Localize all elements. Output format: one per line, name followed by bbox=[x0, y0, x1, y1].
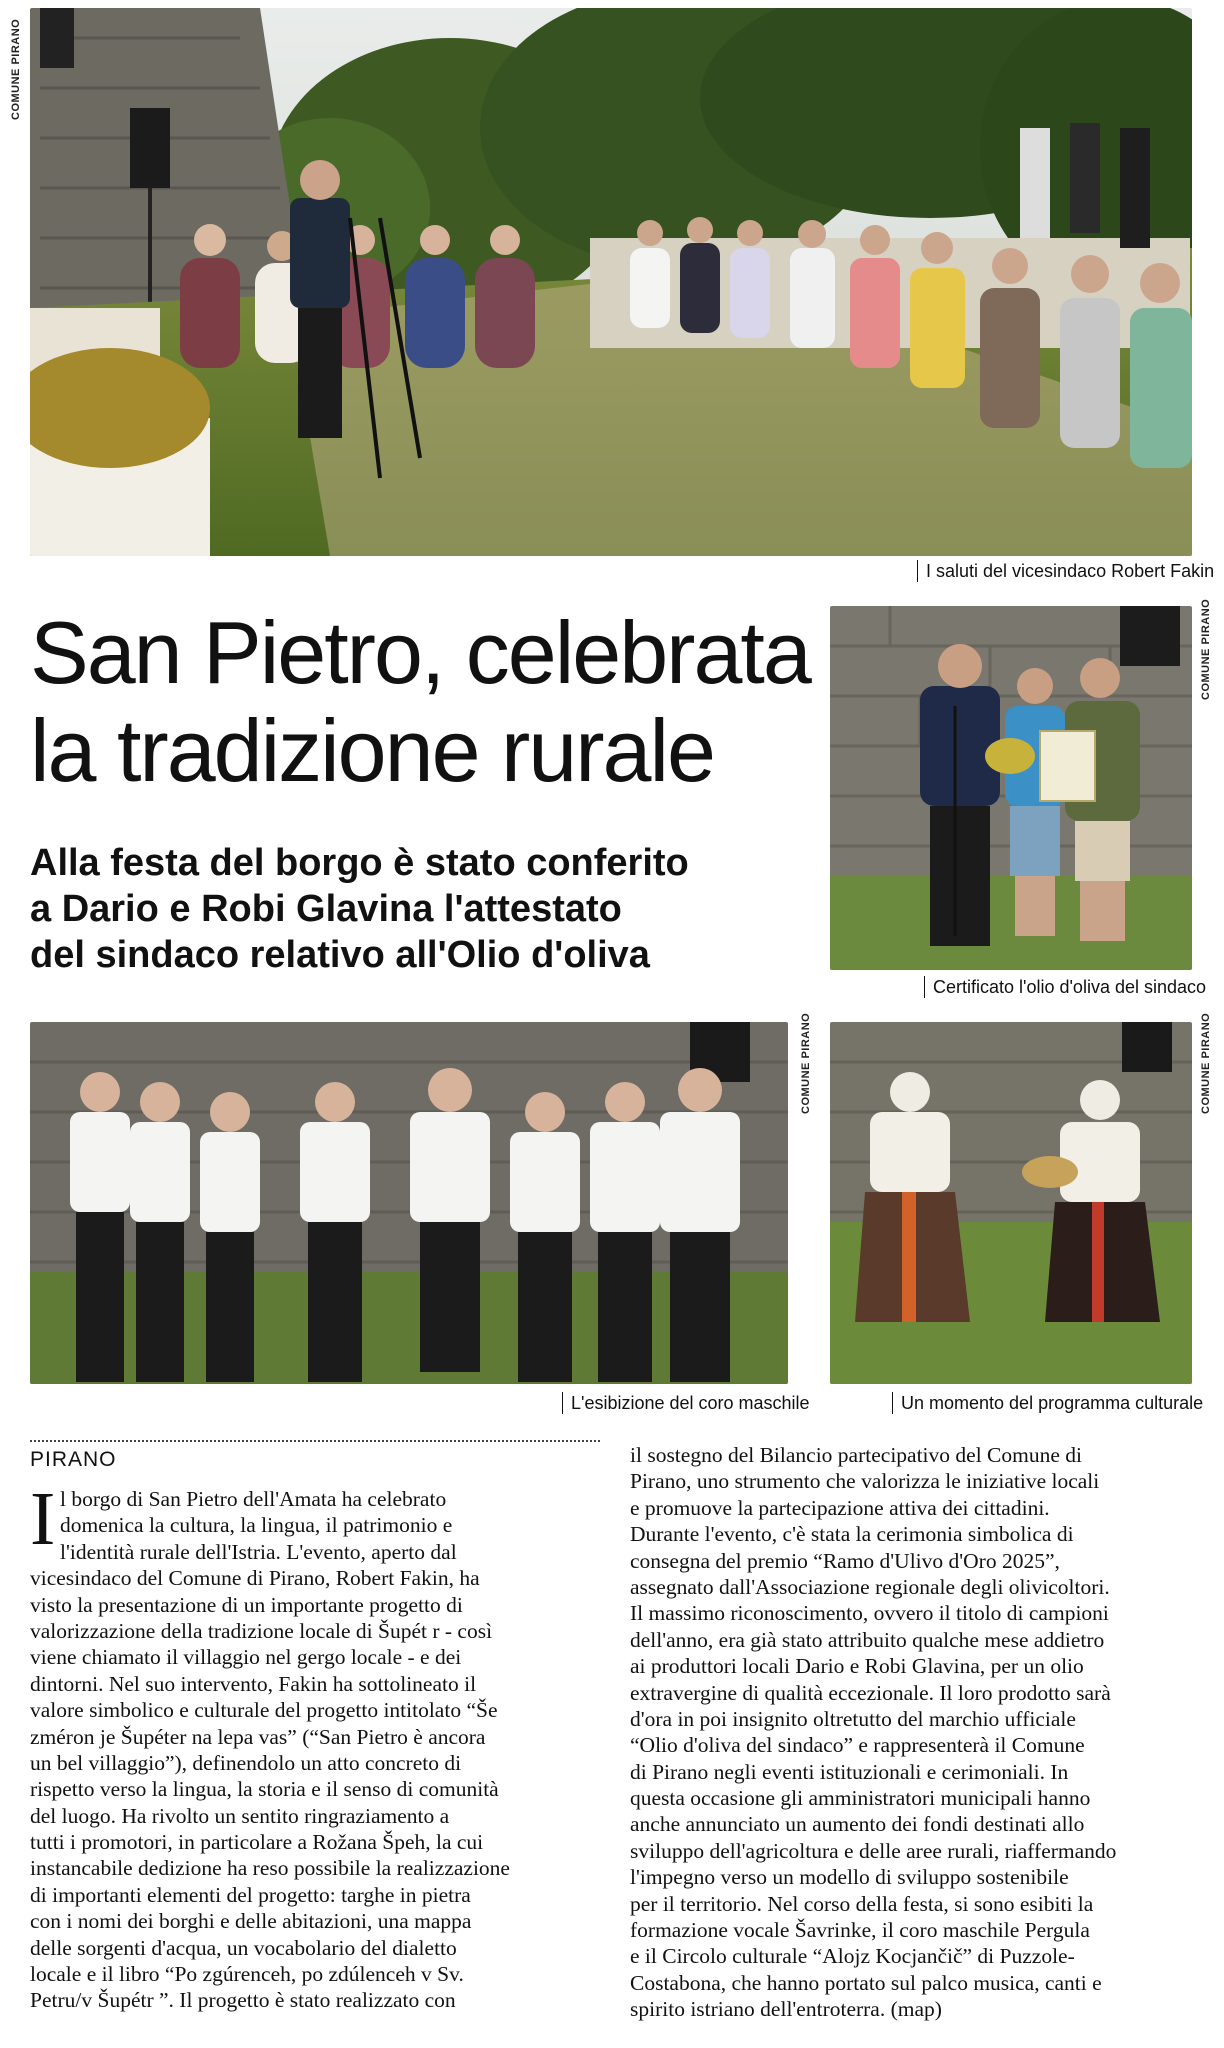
article-line: del luogo. Ha rivolto un sentito ringraziamento a bbox=[30, 1803, 450, 1828]
drop-cap: I bbox=[30, 1477, 56, 1561]
subheadline-line: del sindaco relativo all'Olio d'oliva bbox=[30, 934, 650, 976]
article-line: zméron je Šupéter na lepa vas” (“San Pietro è ancora bbox=[30, 1724, 486, 1749]
article-column-2 bbox=[630, 1442, 1196, 2023]
article-line: Pirano, uno strumento che valorizza le iniziative locali bbox=[630, 1469, 1100, 1494]
article-line: questa occasione gli amministratori municipali hanno bbox=[630, 1786, 1091, 1811]
photo-male-choir bbox=[30, 1022, 788, 1384]
article-line: sviluppo dell'agricoltura e delle aree rurali, riaffermando bbox=[630, 1838, 1117, 1863]
dateline: PIRANO bbox=[30, 1448, 117, 1471]
article-line: rispetto verso la lingua, la storia e il senso di comunità bbox=[30, 1777, 499, 1802]
photo-vicesindaco-speech bbox=[30, 8, 1192, 556]
article-line: per il territorio. Nel corso della festa, si sono esibiti la bbox=[630, 1891, 1094, 1916]
headline-line: San Pietro, celebrata bbox=[30, 603, 810, 702]
photo-credit: COMUNE PIRANO bbox=[10, 18, 22, 120]
article-column-1 bbox=[30, 1477, 610, 2014]
article-line: e il Circolo culturale “Alojz Kocjančič” di Puzzole- bbox=[630, 1944, 1075, 1969]
article-line: vicesindaco del Comune di Pirano, Robert Fakin, ha bbox=[30, 1566, 480, 1591]
article-line: viene chiamato il villaggio nel gergo locale - e dei bbox=[30, 1645, 462, 1670]
article-line: Costabona, che hanno portato sul palco musica, canti e bbox=[630, 1970, 1102, 1995]
photo-cultural-program bbox=[830, 1022, 1192, 1384]
article-line: Il massimo riconoscimento, ovvero il titolo di campioni bbox=[630, 1601, 1109, 1626]
article-line: visto la presentazione di un importante progetto di bbox=[30, 1592, 463, 1617]
article-line: dell'anno, era già stato attribuito qualche mese addietro bbox=[630, 1627, 1105, 1652]
article-line: dintorni. Nel suo intervento, Fakin ha sottolineato il bbox=[30, 1671, 477, 1696]
article-line: instancabile dedizione ha reso possibile la realizzazione bbox=[30, 1856, 510, 1881]
article-line: “Olio d'oliva del sindaco” e rappresenterà il Comune bbox=[630, 1733, 1085, 1758]
subheadline-line: Alla festa del borgo è stato conferito bbox=[30, 842, 689, 884]
article-line: extravergine di qualità eccezionale. Il loro prodotto sarà bbox=[630, 1680, 1111, 1705]
article-line: e promuove la partecipazione attiva dei cittadini. bbox=[630, 1495, 1050, 1520]
article-line: assegnato dall'Associazione regionale degli olivicoltori. bbox=[630, 1574, 1110, 1599]
article-line: Durante l'evento, c'è stata la cerimonia simbolica di bbox=[630, 1522, 1074, 1547]
article-line: anche annunciato un aumento dei fondi destinati allo bbox=[630, 1812, 1085, 1837]
article-line: l'identità rurale dell'Istria. L'evento, aperto dal bbox=[60, 1539, 457, 1564]
subheadline bbox=[30, 840, 820, 978]
photo-credit: COMUNE PIRANO bbox=[800, 1012, 812, 1114]
article-line: ai produttori locali Dario e Robi Glavina, per un olio bbox=[630, 1654, 1084, 1679]
article-line: di Pirano negli eventi istituzionali e cerimoniali. In bbox=[630, 1759, 1069, 1784]
article-line: valore simbolico e culturale del progetto intitolato “Še bbox=[30, 1698, 498, 1723]
dateline-rule bbox=[30, 1440, 600, 1442]
subheadline-line: a Dario e Robi Glavina l'attestato bbox=[30, 888, 622, 930]
article-line: il sostegno del Bilancio partecipativo del Comune di bbox=[630, 1443, 1083, 1467]
photo-caption: Certificato l'olio d'oliva del sindaco bbox=[924, 976, 1206, 998]
photo-credit: COMUNE PIRANO bbox=[1200, 1012, 1212, 1114]
article-line: tutti i promotori, in particolare a Rožana Špeh, la cui bbox=[30, 1830, 484, 1855]
article-line: locale e il libro “Po zgúrenceh, po zdúlenceh v Sv. bbox=[30, 1962, 464, 1987]
article-line: spirito istriano dell'entroterra. (map) bbox=[630, 1997, 942, 2022]
headline-line: la tradizione rurale bbox=[30, 701, 714, 800]
article-line: con i nomi dei borghi e delle abitazioni, una mappa bbox=[30, 1909, 472, 1934]
article-line: un bel villaggio”), definendolo un atto concreto di bbox=[30, 1750, 462, 1775]
article-line: formazione vocale Šavrinke, il coro maschile Pergula bbox=[630, 1918, 1090, 1943]
article-line: valorizzazione della tradizione locale di Šupét r - così bbox=[30, 1618, 493, 1643]
photo-caption: Un momento del programma culturale bbox=[892, 1392, 1203, 1414]
headline bbox=[30, 604, 820, 800]
photo-credit: COMUNE PIRANO bbox=[1200, 598, 1212, 700]
photo-caption: I saluti del vicesindaco Robert Fakin bbox=[917, 560, 1214, 582]
article-line: di importanti elementi del progetto: targhe in pietra bbox=[30, 1882, 471, 1907]
article-line: consegna del premio “Ramo d'Ulivo d'Oro 2025”, bbox=[630, 1548, 1060, 1573]
article-line: domenica la cultura, la lingua, il patrimonio e bbox=[60, 1513, 453, 1538]
photo-caption: L'esibizione del coro maschile bbox=[562, 1392, 810, 1414]
photo-certificate-award bbox=[830, 606, 1192, 970]
article-line: Petru/v Šupétr ”. Il progetto è stato realizzato con bbox=[30, 1988, 456, 2013]
article-line: d'ora in poi insignito oltretutto del marchio ufficiale bbox=[630, 1706, 1076, 1731]
article-line: l borgo di San Pietro dell'Amata ha celebrato bbox=[60, 1487, 447, 1511]
article-line: l'impegno verso un modello di sviluppo sostenibile bbox=[630, 1865, 1069, 1890]
article-line: delle sorgenti d'acqua, un vocabolario del dialetto bbox=[30, 1935, 457, 1960]
